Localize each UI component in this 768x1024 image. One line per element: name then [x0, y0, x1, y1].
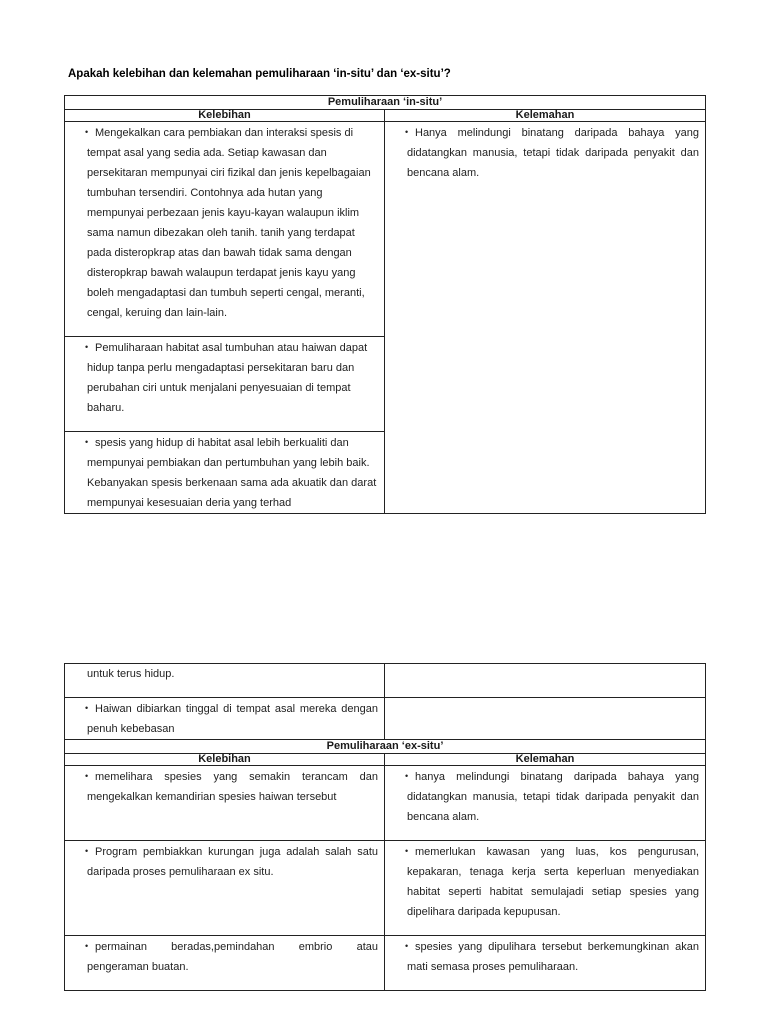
list-item	[65, 698, 384, 739]
kelebihan-text: spesis yang hidup di habitat asal lebih berkualiti dan mempunyai pembiakan dan pertumbuhan yang lebih baik. Kebanyakan spesis berkenaan sama ada akuatik dan darat mempunyai kesesuaian deria yang terhad	[87, 437, 377, 509]
ex-situ-kelebihan-header: Kelebihan	[65, 754, 385, 766]
in-situ-extra-cell	[65, 698, 385, 740]
list-item	[65, 432, 384, 513]
in-situ-kelebihan-cell-1	[65, 122, 385, 337]
kelebihan-text: Mengekalkan cara pembiakan dan interaksi spesis di tempat asal yang sedia ada. Setiap kawasan dan persekitaran mempunyai ciri fizikal dan jenis kepelbagaian tumbuhan tersendiri. Contohnya ada hutan yang mempunyai perbezaan jenis kayu-kayan walaupun iklim sama namun dibezakan oleh tanih. tanih yang terdapat pada disteropkrap atas dan bawah tidak sama dengan disteropkrap bawah walaupun terdapat jenis kayu yang boleh mengadaptasi dan tumbuh seperti cengal, meranti, cengal, keruing dan lain-lain.	[87, 127, 371, 319]
bullet-icon: •	[85, 703, 89, 713]
ex-situ-column-header-row	[65, 754, 706, 766]
ex-situ-kelebihan-cell-3	[65, 936, 385, 991]
in-situ-kelebihan-cell-3	[65, 432, 385, 514]
list-item	[65, 337, 384, 418]
list-item	[65, 936, 384, 977]
kelemahan-text: spesies yang dipulihara tersebut berkemungkinan akan mati semasa proses pemuliharaan.	[407, 941, 699, 973]
list-item	[65, 122, 384, 323]
in-situ-extra-row	[65, 698, 706, 740]
ex-situ-heading: Pemuliharaan ‘ex-situ’	[65, 740, 706, 754]
kelemahan-text: Hanya melindungi binatang daripada bahaya yang didatangkan manusia, tetapi tidak daripada penyakit dan bencana alam.	[407, 127, 699, 179]
kelebihan-text: permainan beradas,pemindahan embrio atau pengeraman buatan.	[87, 941, 378, 973]
bullet-icon: •	[85, 846, 89, 856]
bullet-icon: •	[85, 941, 89, 951]
list-item	[385, 936, 705, 977]
continued-empty-cell	[385, 664, 706, 698]
ex-situ-kelebihan-cell-2	[65, 841, 385, 936]
in-situ-heading: Pemuliharaan ‘in-situ’	[65, 96, 706, 110]
in-situ-heading-row	[65, 96, 706, 110]
kelebihan-text: Pemuliharaan habitat asal tumbuhan atau haiwan dapat hidup tanpa perlu mengadaptasi persekitaran baru dan perubahan ciri untuk menjalani penyesuaian di tempat baharu.	[87, 342, 368, 414]
list-item	[65, 766, 384, 807]
ex-situ-heading-row	[65, 740, 706, 754]
bullet-icon: •	[85, 437, 89, 447]
list-item	[385, 122, 705, 183]
document-title: Apakah kelebihan dan kelemahan pemuliharaan ‘in-situ’ dan ‘ex-situ’?	[68, 68, 451, 80]
continued-text: untuk terus hidup.	[87, 668, 175, 680]
bullet-icon: •	[85, 342, 89, 352]
ex-situ-row-3	[65, 936, 706, 991]
ex-situ-kelemahan-cell-1	[385, 766, 706, 841]
bullet-icon: •	[405, 941, 409, 951]
continuation-table	[64, 663, 706, 991]
bullet-icon: •	[85, 771, 89, 781]
ex-situ-row-2	[65, 841, 706, 936]
list-item	[385, 841, 705, 922]
in-situ-kelebihan-cell-2	[65, 337, 385, 432]
list-item	[385, 766, 705, 827]
bullet-icon: •	[405, 846, 409, 856]
in-situ-kelemahan-header: Kelemahan	[385, 110, 706, 122]
in-situ-extra-empty-cell	[385, 698, 706, 740]
in-situ-kelebihan-header: Kelebihan	[65, 110, 385, 122]
kelebihan-text: memelihara spesies yang semakin terancam dan mengekalkan kemandirian spesies haiwan tersebut	[87, 771, 378, 803]
page-2	[0, 520, 768, 1024]
continued-cell	[65, 664, 385, 698]
kelebihan-text: Haiwan dibiarkan tinggal di tempat asal mereka dengan penuh kebebasan	[87, 703, 378, 735]
in-situ-column-header-row	[65, 110, 706, 122]
in-situ-row-1	[65, 122, 706, 337]
in-situ-table	[64, 95, 706, 514]
ex-situ-kelebihan-cell-1	[65, 766, 385, 841]
bullet-icon: •	[85, 127, 89, 137]
bullet-icon: •	[405, 771, 409, 781]
list-item	[65, 841, 384, 882]
ex-situ-kelemahan-header: Kelemahan	[385, 754, 706, 766]
ex-situ-kelemahan-cell-3	[385, 936, 706, 991]
bullet-icon: •	[405, 127, 409, 137]
kelemahan-text: hanya melindungi binatang daripada bahaya yang didatangkan manusia, tetapi tidak daripada penyakit dan bencana alam.	[407, 771, 699, 823]
ex-situ-row-1	[65, 766, 706, 841]
in-situ-kelemahan-cell	[385, 122, 706, 514]
kelemahan-text: memerlukan kawasan yang luas, kos pengurusan, kepakaran, tenaga kerja serta keperluan menyediakan habitat seperti habitat semulajadi setiap spesies yang dipelihara daripada kepupusan.	[407, 846, 699, 918]
kelebihan-text: Program pembiakkan kurungan juga adalah salah satu daripada proses pemuliharaan ex situ.	[87, 846, 378, 878]
continued-row	[65, 664, 706, 698]
ex-situ-kelemahan-cell-2	[385, 841, 706, 936]
